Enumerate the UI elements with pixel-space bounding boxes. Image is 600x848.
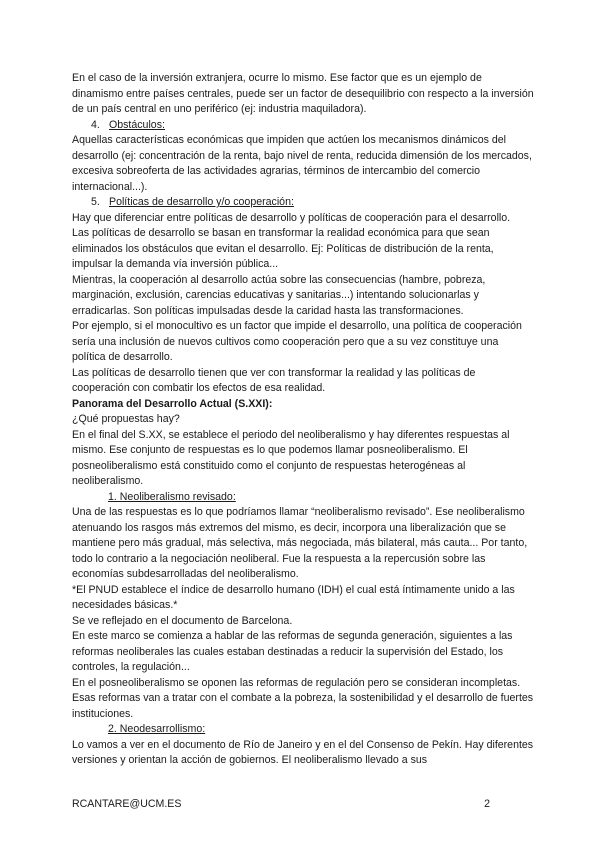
paragraph: *El PNUD establece el índice de desarrollo humano (IDH) el cual está íntimamente unido a las necesidades básicas.* [72,583,515,611]
subsection-title: 1. Neoliberalismo revisado: [108,490,236,503]
paragraph: ¿Qué propuestas hay? [72,413,180,425]
paragraph: Lo vamos a ver en el documento de Río de Janeiro y en el del Consenso de Pekín. Hay diferentes versiones y orientan la acción de gobiernos. El neoliberalismo llevado a sus [72,738,534,766]
page-number: 2 [484,798,490,810]
item-number: 5. [91,196,100,208]
paragraph: Aquellas características económicas que impiden que actúen los mecanismos dinámicos del desarrollo (ej: concentración de la renta, bajo nivel de renta, reducida dimensión de los mercados, excesiva sobreoferta de las actividades agrarias, términos de intercambio del comercio internacional...). [72,134,532,193]
section-heading: Panorama del Desarrollo Actual (S.XXI): [72,397,273,410]
subsection-neodesarrollismo [72,722,534,738]
numbered-item-obstaculos [72,118,534,134]
paragraph: En el final del S.XX, se establece el periodo del neoliberalismo y hay diferentes respuestas al mismo. Ese conjunto de respuestas es lo que podemos llamar posneoliberalismo. El posneoliberalismo está constituido como el conjunto de respuestas heterogéneas al neoliberalismo. [72,428,510,487]
footer-email: RCANTARE@UCM.ES [72,798,182,810]
subsection-title: 2. Neodesarrollismo: [108,723,206,735]
paragraph: Mientras, la cooperación al desarrollo actúa sobre las consecuencias (hambre, pobreza, marginación, exclusión, carencias educativas y sanitarias...) intentando solucionarlas y erradicarlas. Son políticas impulsadas desde la caridad hasta las transformaciones. [72,273,486,317]
paragraph: En el caso de la inversión extranjera, ocurre lo mismo. Ese factor que es un ejemplo de dinamismo entre países centrales, puede ser un factor de desequilibrio con respecto a la inversión de un país central en uno periférico (ej: industria maquiladora). [72,72,534,115]
item-number: 4. [91,118,100,131]
subsection-neoliberalismo [72,490,534,506]
item-title: Obstáculos: [109,118,165,131]
paragraph: Por ejemplo, si el monocultivo es un factor que impide el desarrollo, una política de cooperación sería una inclusión de nuevos cultivos como cooperación pero que a su vez constituye una política de desarrollo. [72,320,522,363]
paragraph: Una de las respuestas es lo que podríamos llamar “neoliberalismo revisado”. Ese neoliberalismo atenuando los rasgos más extremos del mismo, es decir, incorpora una liberalización que se mantiene pero más gradual, más selectiva, más negociada, más bilateral, más cauta... Por tanto, todo lo contrario a la negociación neoliberal. Fue la respuesta a la repercusión sobre las economías subdesarrolladas del neoliberalismo. [72,506,528,580]
numbered-item-politicas [72,195,534,211]
paragraph: Se ve reflejado en el documento de Barcelona. [72,614,293,627]
paragraph: Las políticas de desarrollo se basan en transformar la realidad económica para que sean eliminados los obstáculos que evitan el desarrollo. Ej: Políticas de distribución de la renta, impulsar la demanda vía inversión pública... [72,227,494,270]
document-page [72,71,534,769]
paragraph: En este marco se comienza a hablar de las reformas de segunda generación, siguientes a las reformas neoliberales las cuales estaban destinadas a reducir la supervisión del Estado, los controles, la regulación... [72,630,513,673]
paragraph: En el posneoliberalismo se oponen las reformas de regulación pero se consideran incompletas. Esas reformas van a tratar con el combate a la pobreza, la sostenibilidad y el desarrollo de fuertes instituciones. [72,676,534,720]
item-title: Políticas de desarrollo y/o cooperación: [109,196,294,208]
paragraph: Las políticas de desarrollo tienen que ver con transformar la realidad y las políticas de cooperación con combatir los efectos de esa realidad. [72,366,476,394]
paragraph: Hay que diferenciar entre políticas de desarrollo y políticas de cooperación para el desarrollo. [72,211,511,224]
